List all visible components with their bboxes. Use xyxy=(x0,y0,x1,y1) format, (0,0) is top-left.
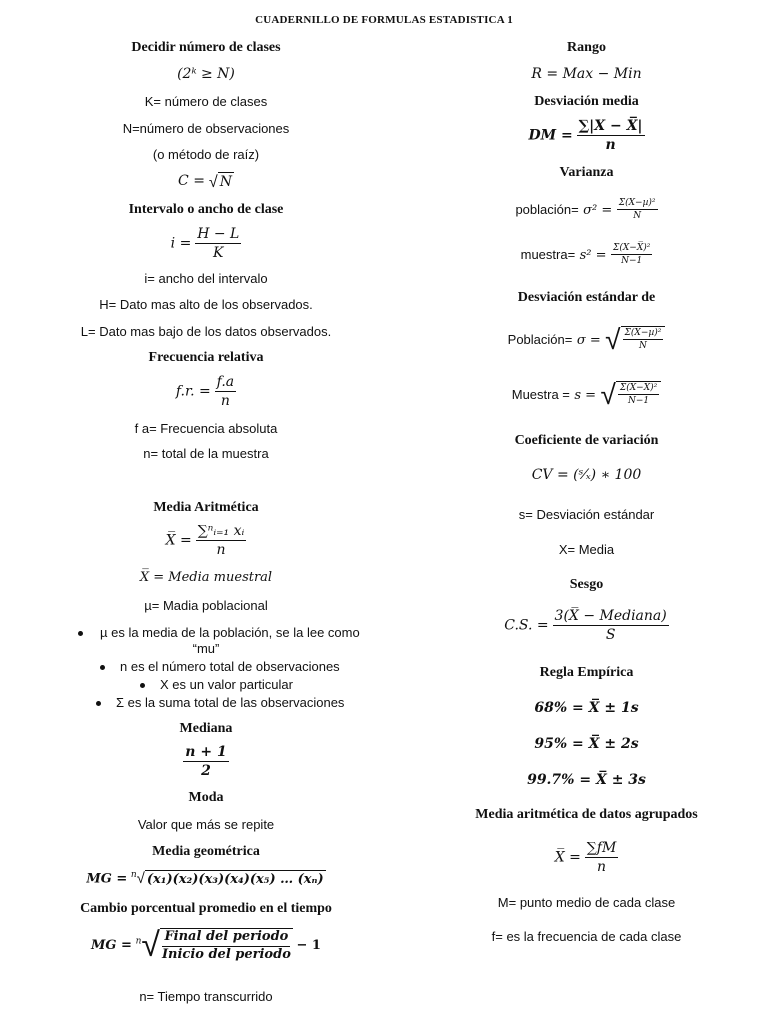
sqrt-symbol: √ $\frac{\text{Final del periodo}}{\text{Inicio del periodo}}$ xyxy=(141,926,291,965)
x-definition: X= Media xyxy=(558,542,615,557)
mg-lhs: MG = xyxy=(86,871,128,887)
regla-heading: Regla Empírica xyxy=(539,665,634,680)
var-muestra xyxy=(405,243,768,267)
document-title: CUADERNILLO DE FORMULAS ESTADISTICA 1 xyxy=(255,14,513,26)
mg-heading: Media geométrica xyxy=(152,844,260,859)
media-denominator: n xyxy=(216,542,226,559)
mg-formula xyxy=(0,870,412,887)
media-muestral: X̅ = Media muestral xyxy=(139,570,273,585)
de-mue-fraction xyxy=(618,383,659,407)
media-fraction xyxy=(196,523,247,558)
fr-fraction xyxy=(215,374,236,409)
cambio-tail: − 1 xyxy=(296,937,321,953)
var-mue-denominator: N−1 xyxy=(621,256,643,267)
de-pob-label: Población= xyxy=(507,332,573,348)
fr-numerator: f.a xyxy=(215,374,236,392)
sqrt-symbol: √ N xyxy=(208,173,232,192)
dm-numerator: ∑|X − X̅| xyxy=(577,118,645,136)
bullet-mu: µ es la media de la población, se la lee como xyxy=(78,625,360,640)
bullet-x: X es un valor particular xyxy=(140,677,293,692)
var-poblacion xyxy=(405,198,768,222)
media-lhs: X̅ = xyxy=(165,532,192,549)
regla-99: 99.7% = X̅ ± 3s xyxy=(527,772,646,788)
l-definition: L= Dato mas bajo de los datos observados. xyxy=(80,324,332,339)
var-mue-lhs: s² = xyxy=(579,248,607,264)
fr-formula xyxy=(0,374,412,409)
intervalo-fraction xyxy=(195,226,241,261)
c-formula-radicand: N xyxy=(219,174,232,191)
agrup-lhs: X̅ = xyxy=(554,849,581,866)
bullet-mu-continued: “mu” xyxy=(192,641,220,656)
dm-heading: Desviación media xyxy=(534,94,639,109)
dm-denominator: n xyxy=(605,137,616,154)
h-definition: H= Dato mas alto de los observados. xyxy=(99,297,313,312)
de-mue-label: Muestra = xyxy=(511,387,570,403)
de-pob-numerator: Σ(X−µ)² xyxy=(623,328,664,340)
sesgo-denominator: S xyxy=(605,627,616,644)
c-formula xyxy=(0,172,412,190)
mu-definition: µ= Madia poblacional xyxy=(144,598,268,613)
sesgo-fraction xyxy=(553,608,669,643)
n-definition: N=número de observaciones xyxy=(122,121,290,136)
cambio-heading: Cambio porcentual promedio en el tiempo xyxy=(80,901,332,916)
clases-formula: (2ᵏ ≥ N) xyxy=(177,66,235,82)
intervalo-lhs: i = xyxy=(170,235,192,252)
sqrt-symbol: √ (x₁)(x₂)(x₃)(x₄)(x₅) … (xₙ) xyxy=(136,870,324,888)
de-poblacion xyxy=(405,326,768,354)
regla-95: 95% = X̅ ± 2s xyxy=(534,736,639,752)
n-total-definition: n= total de la muestra xyxy=(143,446,269,461)
mediana-denominator: 2 xyxy=(201,763,211,780)
sqrt-symbol: √ $\frac{\text{Σ(X−µ)²}}{N}$ xyxy=(605,326,665,354)
sesgo-formula xyxy=(405,608,768,643)
agrup-denominator: n xyxy=(597,859,607,876)
dm-lhs: DM = xyxy=(528,127,573,144)
de-heading: Desviación estándar de xyxy=(517,290,656,305)
agrup-numerator: ∑fM xyxy=(585,840,619,858)
raiz-note: (o método de raíz) xyxy=(152,147,260,162)
moda-heading: Moda xyxy=(188,790,224,805)
var-pob-lhs: σ² = xyxy=(583,203,613,219)
intervalo-heading: Intervalo o ancho de clase xyxy=(128,202,284,217)
i-definition: i= ancho del intervalo xyxy=(144,271,268,286)
mg-index: n xyxy=(130,870,137,880)
m-definition: M= punto medio de cada clase xyxy=(497,895,676,910)
var-mue-numerator: Σ(X−X̅)² xyxy=(611,243,652,255)
var-pob-numerator: Σ(X−µ)² xyxy=(617,198,658,210)
cv-heading: Coeficiente de variación xyxy=(514,433,659,448)
clases-heading: Decidir número de clases xyxy=(131,40,281,55)
s-definition: s= Desviación estándar xyxy=(518,507,655,522)
agrup-heading: Media aritmética de datos agrupados xyxy=(475,807,698,822)
cambio-fraction xyxy=(162,930,291,963)
tiempo-definition: n= Tiempo transcurrido xyxy=(139,989,273,1004)
de-mue-numerator: Σ(X−X̅)² xyxy=(618,383,659,395)
media-formula xyxy=(0,523,412,558)
cambio-formula xyxy=(0,928,412,963)
mediana-fraction xyxy=(183,744,228,779)
regla-68: 68% = X̅ ± 1s xyxy=(534,700,639,716)
media-heading: Media Aritmética xyxy=(153,500,259,515)
k-definition: K= número de clases xyxy=(144,94,268,109)
c-formula-lhs: C = xyxy=(178,173,205,189)
fr-heading: Frecuencia relativa xyxy=(148,350,264,365)
dm-formula xyxy=(405,118,768,153)
sqrt-symbol: √ $\frac{\text{Σ(X−X̅)²}}{N-1}$ xyxy=(601,381,662,409)
de-pob-fraction xyxy=(623,328,664,352)
sesgo-lhs: C.S. = xyxy=(504,617,549,634)
bullet-sigma: Σ es la suma total de las observaciones xyxy=(96,695,344,710)
cambio-lhs: MG = xyxy=(91,937,132,953)
fa-definition: f a= Frecuencia absoluta xyxy=(134,421,278,436)
intervalo-numerator: H − L xyxy=(195,226,241,244)
intervalo-formula xyxy=(0,226,412,261)
var-mue-label: muestra= xyxy=(520,247,576,263)
sesgo-heading: Sesgo xyxy=(569,577,604,592)
agrup-fraction xyxy=(585,840,619,875)
mg-radicand: (x₁)(x₂)(x₃)(x₄)(x₅) … (xₙ) xyxy=(146,872,324,888)
de-mue-denominator: N−1 xyxy=(627,396,650,407)
cambio-denominator: Inicio del periodo xyxy=(161,946,291,962)
dm-fraction xyxy=(577,118,645,153)
cambio-index: n xyxy=(135,936,142,947)
fr-denominator: n xyxy=(220,393,230,410)
mediana-heading: Mediana xyxy=(179,721,233,736)
var-mue-fraction xyxy=(611,243,652,267)
mediana-numerator: n + 1 xyxy=(183,744,228,762)
rango-heading: Rango xyxy=(567,40,606,55)
var-pob-label: población= xyxy=(515,202,579,218)
varianza-heading: Varianza xyxy=(559,165,614,180)
rango-formula: R = Max − Min xyxy=(531,66,642,82)
cv-formula: CV = (ˢ⁄ₓ) ∗ 100 xyxy=(531,467,642,483)
intervalo-denominator: K xyxy=(213,245,224,262)
de-muestra xyxy=(405,381,768,409)
fr-lhs: f.r. = xyxy=(175,383,211,400)
media-numerator: ∑ⁿᵢ₌₁ xᵢ xyxy=(196,523,247,541)
mediana-formula xyxy=(0,744,412,779)
de-mue-lhs: s = xyxy=(574,388,597,404)
cambio-numerator: Final del periodo xyxy=(162,930,290,947)
var-pob-fraction xyxy=(617,198,658,222)
bullet-n: n es el número total de observaciones xyxy=(100,659,340,674)
de-pob-denominator: N xyxy=(639,341,647,352)
de-pob-lhs: σ = xyxy=(576,333,601,349)
sesgo-numerator: 3(X̅ − Mediana) xyxy=(553,608,669,626)
f-definition: f= es la frecuencia de cada clase xyxy=(491,929,682,944)
moda-definition: Valor que más se repite xyxy=(137,817,275,832)
var-pob-denominator: N xyxy=(633,211,642,222)
agrup-formula xyxy=(405,840,768,875)
